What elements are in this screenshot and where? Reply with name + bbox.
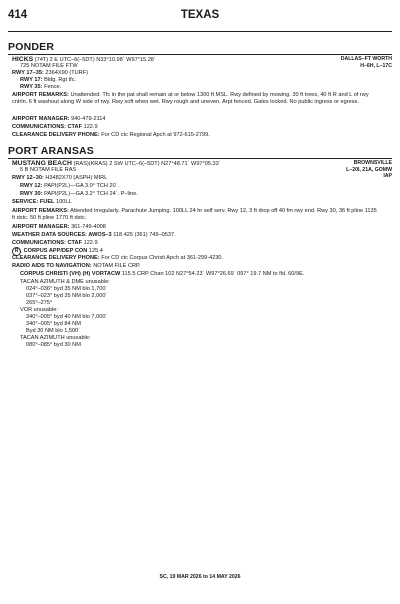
- manager-label: AIRPORT MANAGER:: [12, 116, 70, 122]
- remarks-label: AIRPORT REMARKS:: [12, 208, 69, 214]
- radio-aids-line: [12, 263, 377, 270]
- runway-text: H3482X70 (ASPH) MIRL: [45, 175, 108, 181]
- clearance-line: [12, 255, 377, 262]
- service-line: [12, 199, 377, 206]
- airport-name[interactable]: HICKS: [12, 56, 34, 63]
- runway-label: RWY 12–30:: [12, 175, 44, 181]
- service-text: 100LL: [56, 199, 72, 205]
- runway30-line: [12, 191, 385, 198]
- runway35-label: RWY 35:: [20, 84, 43, 90]
- remarks-label: AIRPORT REMARKS:: [12, 92, 69, 98]
- clearance-text: For CD ctc Regional Apch at 972-615-2799.: [101, 132, 210, 138]
- comms-text: 122.9: [83, 240, 98, 246]
- nav-line: Byd 30 NM blo 1,500´: [26, 328, 81, 334]
- page-number: 414: [8, 9, 28, 21]
- runway12-label: RWY 12:: [20, 183, 43, 189]
- runway-text: 2364X90 (TURF): [45, 70, 88, 76]
- nav-line: 340°–005° byd 84 NM: [26, 321, 81, 327]
- clearance-line: [12, 132, 377, 139]
- page-header: [8, 9, 392, 32]
- nav-line: 340°–005° byd 40 NM blo 7,000´: [26, 314, 108, 320]
- manager-line: [12, 116, 377, 123]
- nav-line: TACAN AZIMUTH & DME unusable:: [20, 279, 110, 285]
- section-divider: [8, 54, 392, 55]
- airport-id-line: (RAS)(KRAS) 2 SW UTC–6(–5DT) N27°48.71´ W97°05.33´: [73, 161, 221, 167]
- runway17-text: Bldg. Rgt tfc.: [44, 77, 77, 83]
- clearance-label: CLEARANCE DELIVERY PHONE:: [12, 132, 100, 138]
- state-title: TEXAS: [180, 9, 220, 21]
- comms-label: COMMUNICATIONS: CTAF: [12, 240, 83, 246]
- approach-text: 125.4: [88, 248, 103, 254]
- runway35-line: [12, 84, 385, 91]
- manager-text: 361-749-4008: [71, 224, 106, 230]
- chart-ref-primary: BROWNSVILLE: [353, 160, 392, 166]
- runway30-text: PAPI(P2L)—GA 3.2° TCH 24´. P–line.: [44, 191, 138, 197]
- vortac-text: 115.5 CRP Chan 102 N27°54.23´ W97°26.69´ 097° 19.7 NM to fld. 60/9E.: [121, 271, 305, 277]
- clearance-label: CLEARANCE DELIVERY PHONE:: [12, 255, 100, 261]
- nav-line: 080°–085° byd 30 NM: [26, 342, 81, 348]
- runway30-label: RWY 30:: [20, 191, 43, 197]
- section-divider: [8, 158, 392, 159]
- elevation-line: 5 B NOTAM FILE RAS: [20, 167, 77, 173]
- radio-aids-text: NOTAM FILE CRP.: [93, 263, 141, 269]
- city-title: PONDER: [8, 41, 55, 53]
- runway12-line: [12, 183, 385, 190]
- chart-ref-secondary: H–6H, L–17C: [360, 62, 392, 69]
- chart-ref-iap: IAP: [383, 173, 392, 180]
- weather-label: WEATHER DATA SOURCES: AWOS–3: [12, 232, 112, 238]
- weather-line: [12, 232, 377, 239]
- page-footer: SC, 19 MAR 2026 to 14 MAY 2026: [159, 574, 241, 580]
- runway17-label: RWY 17:: [20, 77, 43, 83]
- comms-line: [12, 124, 377, 131]
- vortac-line: [12, 271, 385, 278]
- chart-ref-secondary: L–20I, 21A, GOMW: [346, 166, 392, 173]
- manager-text: 940-479-2114: [71, 116, 106, 122]
- runway-label: RWY 17–35:: [12, 70, 44, 76]
- airport-name[interactable]: MUSTANG BEACH: [12, 160, 72, 167]
- nav-line: 265°–275°: [26, 300, 53, 306]
- remarks-block: [12, 92, 377, 107]
- remarks-block: [12, 208, 377, 223]
- clearance-text: For CD ctc Corpus Christi Apch at 361-299-4230.: [101, 255, 224, 261]
- vortac-label: CORPUS CHRISTI (VH) (H) VORTACW: [20, 271, 121, 277]
- nav-line: 024°–036° byd 35 NM blo 1,700´: [26, 286, 108, 292]
- runway-line: [12, 175, 377, 182]
- runway35-text: Fence.: [44, 84, 62, 90]
- chart-ref-primary: DALLAS–FT WORTH: [340, 56, 392, 62]
- manager-line: [12, 224, 377, 231]
- manager-label: AIRPORT MANAGER:: [12, 224, 70, 230]
- section-port-aransas: [8, 145, 392, 159]
- approach-label: CORPUS APP/DEP CON: [23, 248, 88, 254]
- remarks-text: Attended irregularly. Parachute Jumping. 100LL 24 hr self serv. Rwy 12, 3 ft drop off 40 fm rwy end. Rwy 30, 36 ft pline 1135 ft dstc. 50 ft pline 1770 ft dstc.: [12, 208, 377, 222]
- radio-aids-label: RADIO AIDS TO NAVIGATION:: [12, 263, 92, 269]
- comms-text: 122.9: [83, 124, 98, 130]
- weather-text: 118.425 (361) 749–0537.: [113, 232, 176, 238]
- comms-label: COMMUNICATIONS: CTAF: [12, 124, 83, 130]
- city-title: PORT ARANSAS: [8, 145, 95, 157]
- radar-symbol-icon: R: [12, 247, 21, 256]
- runway12-text: PAPI(P2L)—GA 3.0° TCH 20´.: [44, 183, 120, 189]
- nav-line: VOR unusable:: [20, 307, 58, 313]
- remarks-text: Unattended. Tfc in the pat shall remain at or below 1300 ft MSL. Rwy defined by mowing. 30 ft trees, 40 ft R and L of rwy cntrln. 6 ft washout along W side of rwy. Rwy soft when wet. Rwy rough and uneven. Arpt fenced. Gates locked. No public ingress or egress.: [12, 92, 369, 106]
- service-label: SERVICE: FUEL: [12, 199, 55, 205]
- elevation-line: 725 NOTAM FILE FTW: [20, 63, 78, 69]
- nav-line: 037°–023° byd 35 NM blo 2,000´: [26, 293, 108, 299]
- nav-line: TACAN AZIMUTH unusable:: [20, 335, 91, 341]
- airport-id-line: (74T) 2 E UTC–6(–5DT) N33°10.98´ W97°15.28´: [34, 57, 156, 63]
- section-ponder: [8, 41, 392, 55]
